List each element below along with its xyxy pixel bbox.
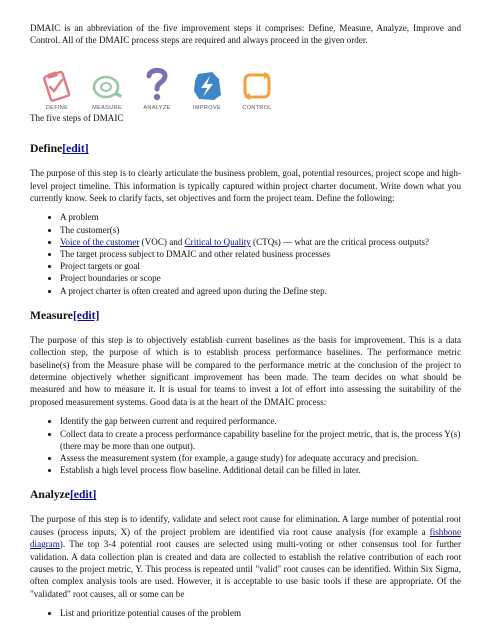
measure-heading (30, 309, 461, 322)
analyze-edit-link[interactable]: [edit] (69, 488, 97, 502)
analyze-step (132, 65, 182, 111)
define-paragraph: The purpose of this step is to clearly articulate the business problem, goal, potential resources, project scope and high-level project timeline. This information is typically captured within project charter document. Write down what you currently know. Seek to clarify facts, set objectives and form the project team. Define the following: (30, 168, 461, 204)
list-item (60, 236, 461, 248)
list-item: • Establish a high level process flow baseline. Additional detail can be filled in later. (60, 464, 461, 476)
measure-step-label: MEASURE (92, 104, 122, 111)
measure-heading-text: Measure (30, 308, 73, 322)
define-heading (30, 142, 461, 155)
analyze-list (30, 607, 461, 619)
analyze-text-a: The purpose of this step is to identify, validate and select root cause for elimination. A large number of potential root causes (process inputs, X) of the project problem are identified via root cause analysis (for example a (30, 514, 461, 537)
list-item: • Identify the gap between current and required performance. (60, 415, 461, 427)
list-item-text: (VOC) and (139, 236, 185, 247)
list-item: • Project targets or goal (60, 260, 461, 272)
critical-to-quality-link[interactable]: Critical to Quality (184, 236, 251, 247)
define-step-label: DEFINE (45, 104, 69, 111)
list-item: • A project charter is often created and agreed upon during the Define step. (60, 285, 461, 297)
define-step (32, 69, 82, 111)
clipboard-icon (40, 69, 74, 103)
control-step-label: CONTROL (242, 104, 272, 111)
control-step (232, 69, 282, 111)
improve-step (182, 69, 232, 111)
measure-list (30, 415, 461, 476)
analyze-text-b: ). The top 3-4 potential root causes are selected using multi-voting or other consensus tool for further validation. A data collection plan is created and data are collected to establish the relative contribution of each root causes to the project metric, Y. This process is repeated until "valid" root causes can be identified. Within Six Sigma, often complex analysis tools are used. However, it is acceptable to use basic tools if these are appropriate. Of the "validated" root causes, all or some can be (30, 539, 461, 599)
define-list (30, 211, 461, 296)
list-item: • Assess the measurement system (for example, a gauge study) for adequate accuracy and precision. (60, 452, 461, 464)
analyze-step-label: ANALYZE (143, 104, 171, 111)
dmaic-steps-graphic (32, 53, 461, 111)
define-edit-link[interactable]: [edit] (62, 142, 89, 156)
improve-step-label: IMPROVE (193, 104, 221, 111)
lightning-icon (190, 69, 224, 103)
define-heading-text: Define (30, 142, 63, 156)
figure-caption: The five steps of DMAIC (30, 112, 124, 123)
intro-paragraph: DMAIC is an abbreviation of the five improvement steps it comprises: Define, Measure, Analyze, Improve and Control. All of the DMAIC process steps are required and always proceed in the given order. (30, 23, 461, 46)
question-mark-icon (140, 65, 174, 103)
measure-step (82, 69, 132, 111)
analyze-heading-text: Analyze (30, 488, 70, 502)
tape-measure-icon (90, 69, 124, 103)
analyze-paragraph (30, 513, 461, 600)
fishbone-diagram-link[interactable]: fishbone diagram (30, 526, 461, 550)
list-item: • Project boundaries or scope (60, 272, 461, 284)
voice-of-customer-link[interactable]: Voice of the customer (60, 236, 140, 247)
list-item: • The customer(s) (60, 224, 461, 236)
measure-paragraph: The purpose of this step is to objectively establish current baselines as the basis for improvement. This is a data collection step, the purpose of which is to establish process performance baselines. The performance metric baseline(s) from the Measure phase will be compared to the performance metric at the conclusion of the project to determine objectively whether significant improvement has been made. The team decides on what should be measured and how to measure it. It is usual for teams to invest a lot of effort into assessing the suitability of the proposed measurement systems. Good data is at the heart of the DMAIC process: (30, 334, 461, 407)
measure-edit-link[interactable]: [edit] (72, 308, 100, 322)
list-item: • The target process subject to DMAIC and other related business processes (60, 248, 461, 260)
list-item: • A problem (60, 211, 461, 223)
list-item-text: (CTQs) — what are the critical process outputs? (250, 236, 430, 247)
list-item: • List and prioritize potential causes of the problem (60, 607, 461, 619)
analyze-heading (30, 488, 461, 501)
cycle-arrows-icon (240, 69, 274, 103)
list-item: • Collect data to create a process performance capability baseline for the project metric, that is, the process Y(s) (there may be more than one output). (60, 428, 461, 452)
